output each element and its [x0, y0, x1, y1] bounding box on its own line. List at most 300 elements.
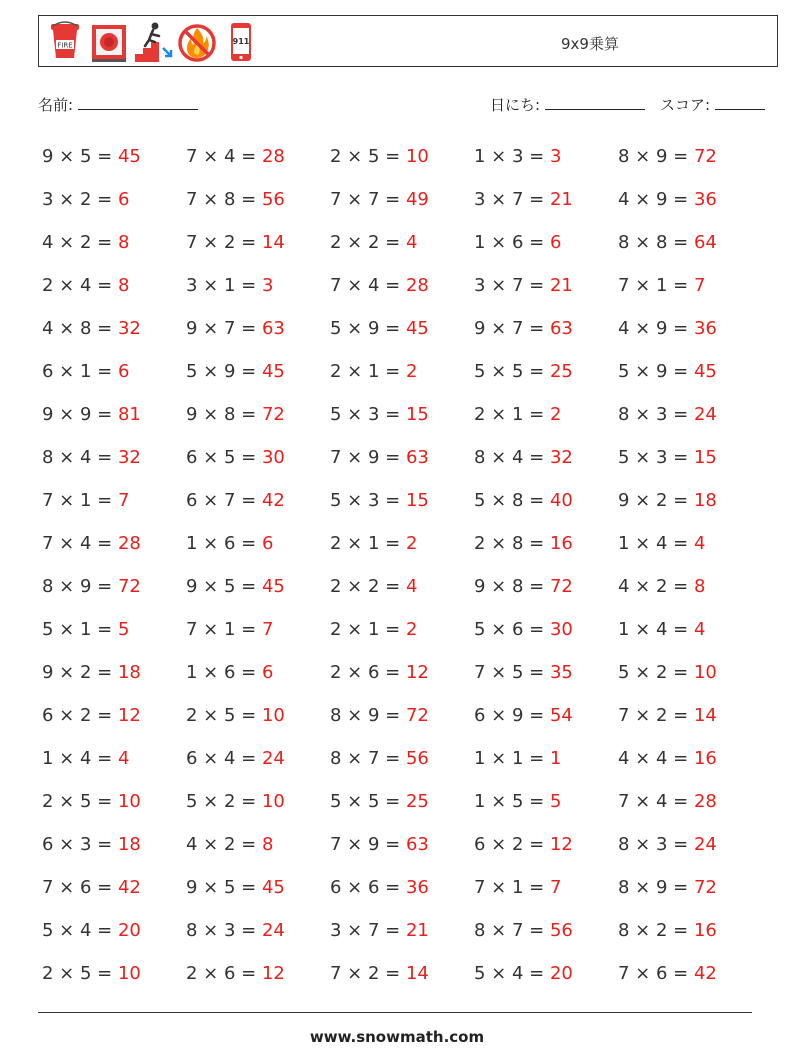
problem-cell [618, 404, 762, 425]
problem-question: 8 × 9 = [330, 705, 406, 726]
problem-answer: 2 [405, 619, 418, 640]
problem-cell [474, 705, 618, 726]
problem-answer: 24 [693, 834, 717, 855]
problem-cell [474, 877, 618, 898]
problem-question: 2 × 6 = [330, 662, 406, 683]
problem-cell [330, 705, 474, 726]
problem-answer: 49 [405, 189, 429, 210]
problem-answer: 10 [693, 662, 717, 683]
problem-question: 2 × 5 = [186, 705, 262, 726]
score-field [660, 94, 765, 115]
problem-answer: 8 [117, 275, 130, 296]
problem-question: 1 × 4 = [618, 619, 694, 640]
problem-question: 8 × 9 = [618, 877, 694, 898]
problem-cell [330, 189, 474, 210]
problem-question: 7 × 5 = [474, 662, 550, 683]
problem-cell [474, 361, 618, 382]
problem-cell [186, 920, 330, 941]
problem-question: 3 × 7 = [474, 189, 550, 210]
problem-answer: 18 [693, 490, 717, 511]
problem-question: 7 × 8 = [186, 189, 262, 210]
problem-row [42, 479, 762, 522]
problem-cell [42, 490, 186, 511]
problem-cell [186, 404, 330, 425]
problem-cell [42, 963, 186, 984]
problem-cell [186, 533, 330, 554]
problem-row [42, 135, 762, 178]
problem-cell [186, 275, 330, 296]
problem-question: 9 × 8 = [186, 404, 262, 425]
problem-answer: 63 [549, 318, 573, 339]
problem-row [42, 350, 762, 393]
problem-answer: 45 [261, 877, 285, 898]
problem-question: 6 × 6 = [330, 877, 406, 898]
emergency-exit-stairs-icon [133, 20, 173, 64]
problem-answer: 12 [117, 705, 141, 726]
problem-cell [42, 920, 186, 941]
problem-question: 2 × 2 = [330, 232, 406, 253]
problem-cell [618, 275, 762, 296]
problem-cell [330, 275, 474, 296]
problem-cell [618, 447, 762, 468]
problem-answer: 30 [549, 619, 573, 640]
problem-cell [474, 533, 618, 554]
problem-question: 7 × 6 = [42, 877, 118, 898]
problem-question: 9 × 2 = [618, 490, 694, 511]
problem-question: 5 × 3 = [330, 490, 406, 511]
problem-answer: 5 [549, 791, 562, 812]
problem-cell [42, 576, 186, 597]
problem-answer: 54 [549, 705, 573, 726]
problem-cell [42, 275, 186, 296]
footer-url: www.snowmath.com [309, 1028, 485, 1046]
score-blank [715, 95, 765, 110]
footer-divider [38, 1012, 752, 1013]
problem-cell [186, 232, 330, 253]
problem-question: 8 × 8 = [618, 232, 694, 253]
problem-answer: 3 [549, 146, 562, 167]
problem-question: 1 × 4 = [42, 748, 118, 769]
problem-cell [474, 189, 618, 210]
problem-answer: 63 [405, 834, 429, 855]
problem-cell [330, 877, 474, 898]
problem-cell [474, 662, 618, 683]
problem-answer: 7 [693, 275, 706, 296]
problem-cell [42, 791, 186, 812]
problem-cell [474, 232, 618, 253]
problem-question: 5 × 9 = [618, 361, 694, 382]
problem-question: 7 × 2 = [618, 705, 694, 726]
problem-answer: 36 [405, 877, 429, 898]
problem-question: 5 × 4 = [42, 920, 118, 941]
problem-answer: 6 [549, 232, 562, 253]
problem-question: 5 × 4 = [474, 963, 550, 984]
problem-question: 5 × 6 = [474, 619, 550, 640]
problem-answer: 16 [693, 748, 717, 769]
problem-answer: 72 [261, 404, 285, 425]
problem-cell [618, 576, 762, 597]
problem-cell [474, 576, 618, 597]
problem-answer: 10 [261, 705, 285, 726]
problem-answer: 28 [261, 146, 285, 167]
problem-cell [330, 318, 474, 339]
problem-cell [186, 963, 330, 984]
problem-answer: 45 [693, 361, 717, 382]
problem-cell [42, 447, 186, 468]
problem-question: 8 × 3 = [186, 920, 262, 941]
problem-question: 1 × 4 = [618, 533, 694, 554]
problem-answer: 7 [549, 877, 562, 898]
problem-cell [186, 834, 330, 855]
problem-cell [618, 232, 762, 253]
problem-question: 1 × 5 = [474, 791, 550, 812]
problem-answer: 81 [117, 404, 141, 425]
problem-answer: 45 [405, 318, 429, 339]
problem-answer: 28 [693, 791, 717, 812]
problem-cell [474, 963, 618, 984]
problem-answer: 72 [117, 576, 141, 597]
problem-answer: 14 [405, 963, 429, 984]
problem-answer: 8 [693, 576, 706, 597]
problem-cell [186, 447, 330, 468]
problem-cell [186, 662, 330, 683]
problem-cell [618, 963, 762, 984]
problem-question: 6 × 7 = [186, 490, 262, 511]
problem-question: 1 × 6 = [186, 533, 262, 554]
problem-question: 5 × 9 = [330, 318, 406, 339]
problem-question: 4 × 2 = [618, 576, 694, 597]
problem-question: 8 × 9 = [42, 576, 118, 597]
problem-question: 7 × 4 = [618, 791, 694, 812]
problem-question: 7 × 2 = [330, 963, 406, 984]
problem-cell [330, 619, 474, 640]
problem-answer: 21 [549, 189, 573, 210]
problem-answer: 36 [693, 318, 717, 339]
problem-answer: 28 [405, 275, 429, 296]
problem-question: 2 × 5 = [42, 791, 118, 812]
problem-cell [330, 447, 474, 468]
problem-question: 8 × 3 = [618, 834, 694, 855]
problem-question: 7 × 4 = [186, 146, 262, 167]
problem-row [42, 436, 762, 479]
problem-cell [42, 705, 186, 726]
problem-answer: 35 [549, 662, 573, 683]
problem-question: 7 × 1 = [42, 490, 118, 511]
problem-cell [42, 834, 186, 855]
problem-answer: 28 [117, 533, 141, 554]
problem-cell [42, 619, 186, 640]
problem-answer: 21 [549, 275, 573, 296]
problem-answer: 3 [261, 275, 274, 296]
problem-answer: 24 [261, 748, 285, 769]
problem-question: 8 × 2 = [618, 920, 694, 941]
problem-question: 2 × 5 = [330, 146, 406, 167]
problem-answer: 6 [117, 361, 130, 382]
problem-answer: 56 [261, 189, 285, 210]
problem-question: 6 × 2 = [42, 705, 118, 726]
problem-question: 3 × 7 = [474, 275, 550, 296]
problem-question: 2 × 5 = [42, 963, 118, 984]
problem-cell [618, 877, 762, 898]
problem-answer: 10 [261, 791, 285, 812]
problem-question: 5 × 5 = [330, 791, 406, 812]
problem-cell [618, 619, 762, 640]
problem-question: 2 × 8 = [474, 533, 550, 554]
problem-answer: 20 [117, 920, 141, 941]
problem-cell [186, 791, 330, 812]
problem-question: 1 × 1 = [474, 748, 550, 769]
problem-answer: 4 [117, 748, 130, 769]
fire-alarm-icon [89, 20, 129, 64]
problem-answer: 2 [405, 533, 418, 554]
problem-answer: 56 [405, 748, 429, 769]
problem-answer: 72 [693, 877, 717, 898]
bucket-label: FIRE [57, 41, 73, 50]
problem-cell [618, 920, 762, 941]
problem-cell [474, 318, 618, 339]
phone-label: 911 [232, 37, 250, 46]
problem-answer: 63 [261, 318, 285, 339]
problem-question: 8 × 4 = [474, 447, 550, 468]
problem-question: 2 × 6 = [186, 963, 262, 984]
problem-question: 4 × 2 = [186, 834, 262, 855]
problem-question: 3 × 7 = [330, 920, 406, 941]
problem-question: 9 × 7 = [186, 318, 262, 339]
problem-question: 9 × 5 = [42, 146, 118, 167]
problem-question: 8 × 7 = [330, 748, 406, 769]
problem-cell [330, 834, 474, 855]
problem-question: 7 × 1 = [474, 877, 550, 898]
problem-answer: 12 [549, 834, 573, 855]
problem-question: 3 × 1 = [186, 275, 262, 296]
problem-row [42, 522, 762, 565]
problem-answer: 4 [693, 533, 706, 554]
problem-cell [186, 189, 330, 210]
problem-answer: 2 [549, 404, 562, 425]
problem-question: 5 × 2 = [618, 662, 694, 683]
problem-answer: 25 [405, 791, 429, 812]
problem-question: 7 × 9 = [330, 447, 406, 468]
problem-answer: 64 [693, 232, 717, 253]
date-label: 日にち: [490, 96, 541, 114]
problem-answer: 45 [261, 361, 285, 382]
problem-answer: 14 [693, 705, 717, 726]
problem-question: 4 × 2 = [42, 232, 118, 253]
problem-cell [42, 146, 186, 167]
problem-question: 2 × 4 = [42, 275, 118, 296]
problem-question: 8 × 7 = [474, 920, 550, 941]
worksheet-title: 9x9乗算 [561, 35, 619, 53]
problem-row [42, 221, 762, 264]
problem-answer: 42 [117, 877, 141, 898]
problem-cell [186, 146, 330, 167]
problem-question: 7 × 1 = [186, 619, 262, 640]
problem-cell [186, 877, 330, 898]
problem-row [42, 264, 762, 307]
problem-answer: 10 [117, 791, 141, 812]
problem-answer: 2 [405, 361, 418, 382]
problem-question: 5 × 2 = [186, 791, 262, 812]
problem-question: 3 × 2 = [42, 189, 118, 210]
problem-answer: 15 [693, 447, 717, 468]
problem-question: 9 × 5 = [186, 877, 262, 898]
problem-cell [618, 662, 762, 683]
problem-cell [474, 619, 618, 640]
problem-cell [330, 490, 474, 511]
problem-row [42, 737, 762, 780]
problem-answer: 72 [549, 576, 573, 597]
problem-answer: 14 [261, 232, 285, 253]
problem-answer: 18 [117, 834, 141, 855]
problem-question: 6 × 4 = [186, 748, 262, 769]
problem-answer: 72 [693, 146, 717, 167]
problem-answer: 16 [693, 920, 717, 941]
problem-answer: 18 [117, 662, 141, 683]
problem-question: 7 × 7 = [330, 189, 406, 210]
problem-question: 9 × 9 = [42, 404, 118, 425]
problem-answer: 30 [261, 447, 285, 468]
problem-answer: 4 [405, 232, 418, 253]
problem-question: 1 × 3 = [474, 146, 550, 167]
problem-cell [42, 189, 186, 210]
problem-question: 8 × 9 = [618, 146, 694, 167]
problem-answer: 56 [549, 920, 573, 941]
problem-question: 5 × 1 = [42, 619, 118, 640]
no-fire-icon [177, 20, 217, 64]
problem-question: 6 × 2 = [474, 834, 550, 855]
problem-answer: 42 [261, 490, 285, 511]
problem-cell [42, 361, 186, 382]
date-field [490, 94, 645, 115]
problem-cell [330, 146, 474, 167]
problem-cell [474, 834, 618, 855]
problem-row [42, 393, 762, 436]
problem-cell [618, 791, 762, 812]
problem-row [42, 565, 762, 608]
problem-cell [330, 963, 474, 984]
problem-answer: 40 [549, 490, 573, 511]
problem-answer: 6 [261, 533, 274, 554]
problem-cell [330, 232, 474, 253]
problem-answer: 12 [405, 662, 429, 683]
problem-answer: 45 [117, 146, 141, 167]
problem-question: 6 × 1 = [42, 361, 118, 382]
fire-bucket-icon [45, 20, 85, 64]
problem-question: 7 × 1 = [618, 275, 694, 296]
problem-cell [618, 748, 762, 769]
problem-answer: 12 [261, 963, 285, 984]
problem-cell [186, 619, 330, 640]
problem-cell [330, 662, 474, 683]
problem-answer: 15 [405, 404, 429, 425]
problem-cell [618, 318, 762, 339]
problem-question: 4 × 9 = [618, 318, 694, 339]
problem-answer: 45 [261, 576, 285, 597]
problem-grid [42, 135, 762, 995]
problem-cell [618, 705, 762, 726]
problem-question: 5 × 3 = [618, 447, 694, 468]
problem-cell [330, 791, 474, 812]
problem-answer: 42 [693, 963, 717, 984]
problem-cell [474, 275, 618, 296]
problem-question: 5 × 9 = [186, 361, 262, 382]
problem-answer: 16 [549, 533, 573, 554]
problem-answer: 7 [261, 619, 274, 640]
problem-cell [42, 662, 186, 683]
problem-question: 2 × 1 = [330, 619, 406, 640]
problem-answer: 5 [117, 619, 130, 640]
problem-question: 5 × 3 = [330, 404, 406, 425]
problem-answer: 6 [261, 662, 274, 683]
name-label: 名前: [38, 96, 74, 114]
problem-question: 7 × 2 = [186, 232, 262, 253]
problem-cell [618, 490, 762, 511]
problem-row [42, 909, 762, 952]
problem-question: 7 × 4 = [330, 275, 406, 296]
problem-question: 2 × 2 = [330, 576, 406, 597]
problem-row [42, 178, 762, 221]
problem-question: 8 × 3 = [618, 404, 694, 425]
name-blank [78, 95, 198, 110]
problem-cell [42, 232, 186, 253]
problem-answer: 4 [405, 576, 418, 597]
problem-answer: 32 [117, 447, 141, 468]
problem-cell [186, 490, 330, 511]
header-icons [45, 20, 261, 64]
problem-question: 5 × 8 = [474, 490, 550, 511]
problem-cell [330, 920, 474, 941]
problem-answer: 36 [693, 189, 717, 210]
problem-answer: 1 [549, 748, 562, 769]
problem-question: 2 × 1 = [330, 361, 406, 382]
problem-answer: 8 [117, 232, 130, 253]
problem-answer: 24 [693, 404, 717, 425]
problem-cell [618, 189, 762, 210]
problem-question: 6 × 3 = [42, 834, 118, 855]
problem-answer: 8 [261, 834, 274, 855]
problem-question: 9 × 5 = [186, 576, 262, 597]
problem-cell [330, 576, 474, 597]
problem-cell [42, 533, 186, 554]
problem-question: 9 × 2 = [42, 662, 118, 683]
problem-cell [618, 834, 762, 855]
problem-cell [474, 146, 618, 167]
problem-answer: 6 [117, 189, 130, 210]
problem-row [42, 780, 762, 823]
problem-question: 7 × 4 = [42, 533, 118, 554]
problem-cell [618, 146, 762, 167]
problem-cell [330, 404, 474, 425]
problem-question: 2 × 1 = [330, 533, 406, 554]
problem-answer: 15 [405, 490, 429, 511]
problem-row [42, 866, 762, 909]
problem-question: 7 × 9 = [330, 834, 406, 855]
problem-question: 6 × 5 = [186, 447, 262, 468]
problem-cell [186, 705, 330, 726]
problem-cell [474, 748, 618, 769]
problem-cell [474, 920, 618, 941]
date-blank [545, 95, 645, 110]
problem-question: 9 × 7 = [474, 318, 550, 339]
problem-cell [474, 404, 618, 425]
score-label: スコア: [660, 96, 711, 114]
problem-answer: 10 [405, 146, 429, 167]
problem-question: 1 × 6 = [186, 662, 262, 683]
problem-cell [618, 361, 762, 382]
problem-cell [330, 533, 474, 554]
problem-cell [474, 447, 618, 468]
problem-question: 6 × 9 = [474, 705, 550, 726]
